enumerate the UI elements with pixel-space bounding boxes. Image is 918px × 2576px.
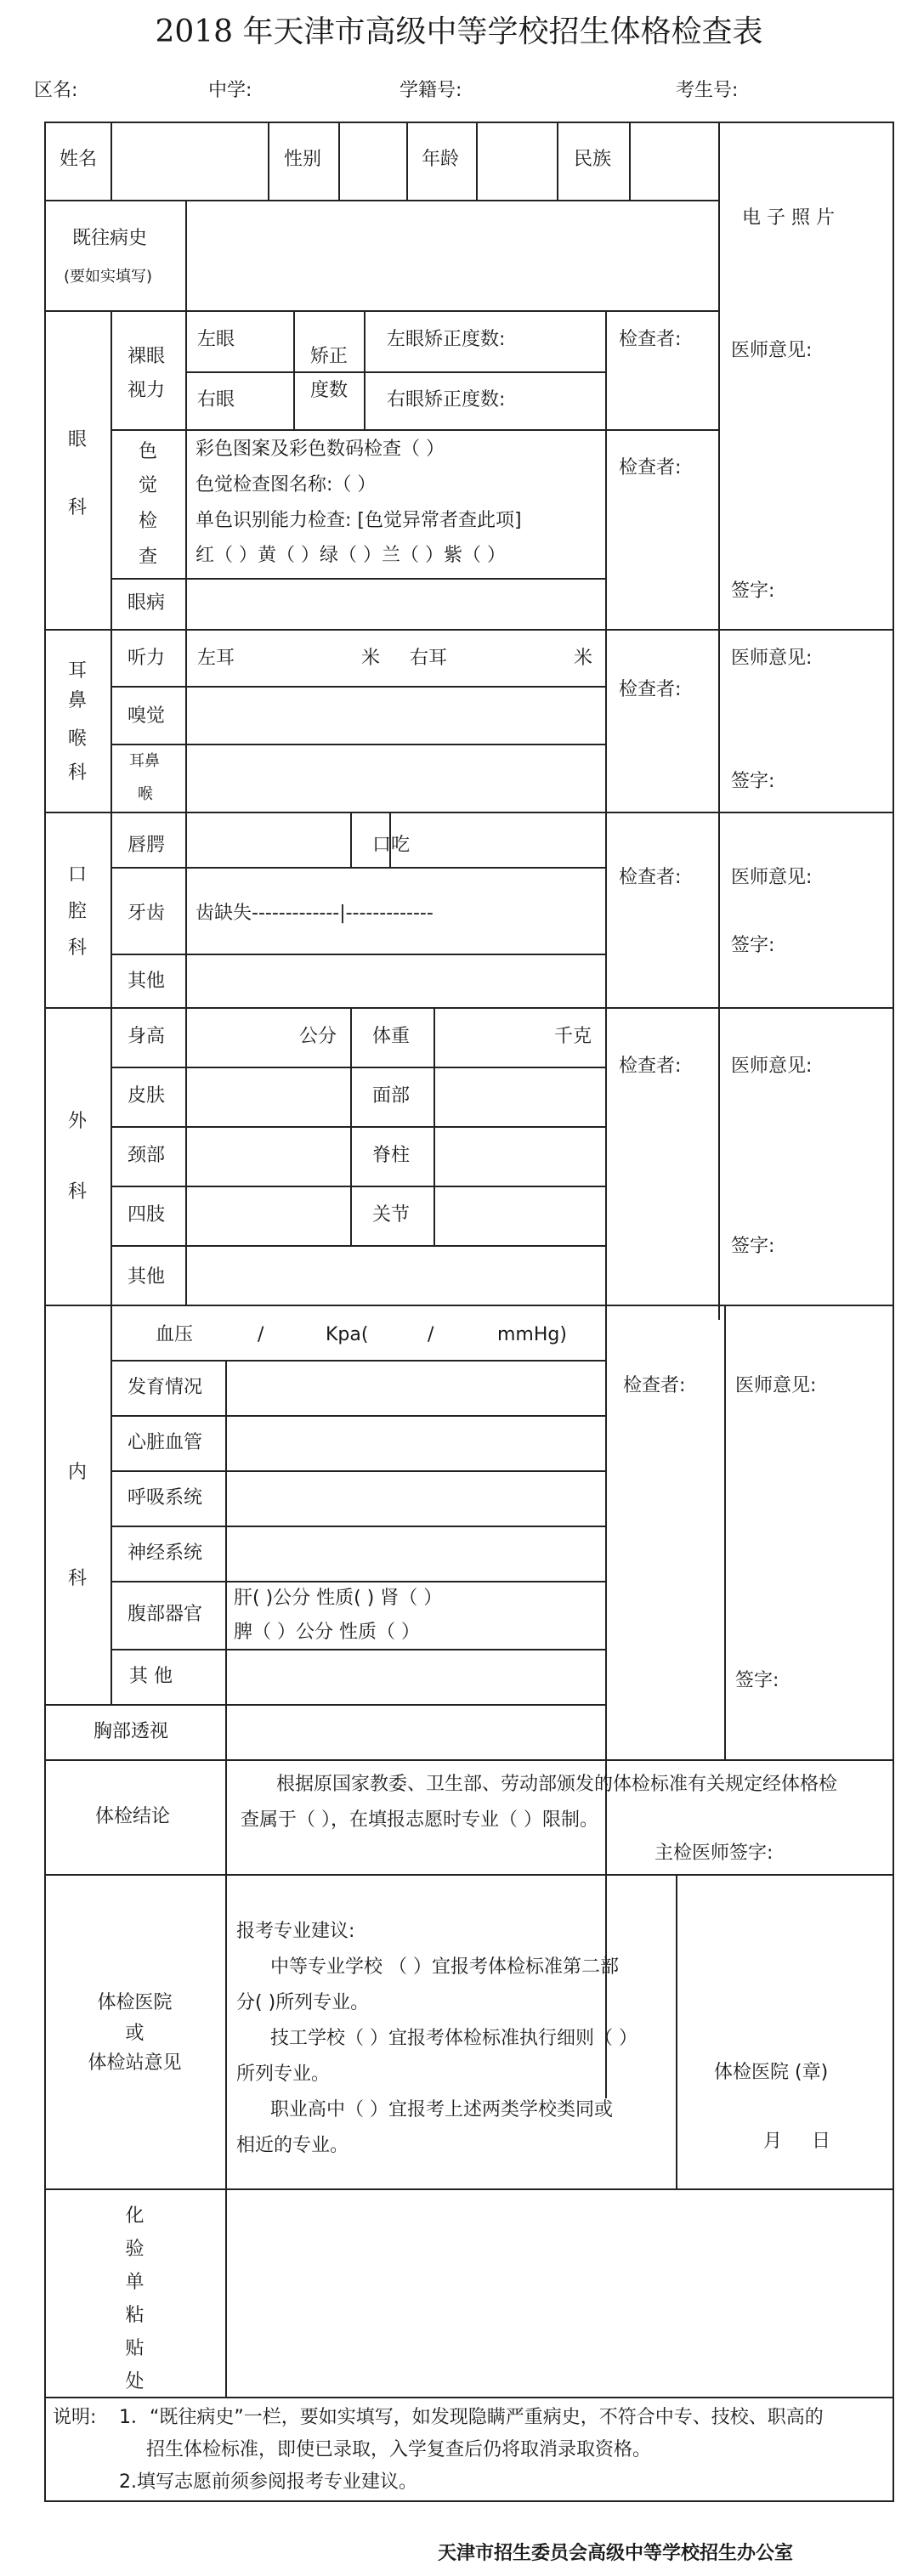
advice-line-6: 职业高中（ ）宜报考上述两类学校类同或 [270,2099,613,2120]
advice-line-1: 报考专业建议: [236,1921,355,1942]
oral-other-label: 其他 [128,971,166,992]
eye-disease-label: 眼病 [128,592,166,614]
conclusion-line-2: 查属于（ ），在填报志愿时专业（ ）限制。 [241,1809,598,1831]
lips-label: 唇腭 [128,835,166,856]
color-vision-2: 觉 [139,475,158,496]
oral-doctor-opinion: 医师意见: [731,867,813,888]
weight-label: 体重 [372,1026,411,1047]
exam-no-label: 考生号: [676,80,739,101]
lab-label-5: 贴 [125,2338,144,2359]
heart-label: 心脏血管 [128,1432,203,1453]
naked-vision-2: 视力 [128,380,166,401]
skin-label: 皮肤 [128,1085,166,1107]
student-no-label: 学籍号: [400,80,462,101]
left-corrected-label: 左眼矫正度数: [387,329,506,350]
bp-slash-1: / [258,1324,264,1345]
eye-section-1: 眼 [68,429,88,450]
bp-mmhg: mmHg) [497,1324,567,1345]
abdomen-line-2: 脾（ ）公分 性质（ ） [234,1622,420,1643]
color-vision-3: 检 [139,511,158,532]
bp-label: 血压 [156,1324,194,1345]
limbs-label: 四肢 [128,1204,166,1226]
meter-unit-1: 米 [361,648,381,669]
conclusion-line-1: 根据原国家教委、卫生部、劳动部颁发的体检标准有关规定经体格检 [276,1774,838,1795]
footer-organization: 天津市招生委员会高级中等学校招生办公室 [438,2543,794,2564]
meter-unit-2: 米 [574,648,593,669]
hospital-stamp: 体检医院 (章) [714,2062,829,2083]
color-line-2: 色觉检查图名称:（ ） [196,474,377,495]
chief-doctor-signature: 主检医师签字: [654,1843,774,1864]
internal-other-label: 其 他 [129,1666,173,1687]
ent-examiner: 检查者: [619,679,682,700]
lab-label-3: 单 [125,2272,144,2293]
eye-signature: 签字: [731,580,775,602]
oral-section-2: 腔 [68,901,88,922]
bp-slash-2: / [428,1324,434,1345]
internal-section-1: 内 [68,1462,88,1483]
corrected-1: 矫正 [310,346,348,367]
history-note: (要如实填写) [64,268,153,286]
abdomen-label: 腹部器官 [128,1604,203,1625]
stutter-label: 口吃 [372,835,411,856]
internal-doctor-opinion: 医师意见: [735,1375,817,1396]
eye-examiner-2: 检查者: [619,457,682,478]
neck-label: 颈部 [128,1145,166,1166]
surgery-section-2: 科 [68,1181,88,1203]
ent-doctor-opinion: 医师意见: [731,648,813,669]
surgery-doctor-opinion: 医师意见: [731,1056,813,1077]
note-line-3: 2.填写志愿前须参阅报考专业建议。 [119,2471,417,2493]
conclusion-label: 体检结论 [95,1806,171,1827]
left-eye-label: 左眼 [197,329,235,350]
eye-doctor-opinion: 医师意见: [731,340,813,361]
chest-xray-label: 胸部透视 [94,1721,169,1742]
corrected-2: 度数 [310,380,348,401]
oral-examiner: 检查者: [619,867,682,888]
eye-section-2: 科 [68,497,88,518]
surgery-signature: 签字: [731,1236,775,1257]
internal-examiner: 检查者: [623,1375,686,1396]
surgery-section-1: 外 [68,1111,88,1132]
bp-kpa: Kpa( [326,1324,369,1345]
left-ear-label: 左耳 [197,648,235,669]
school-label: 中学: [208,80,252,101]
ethnicity-label: 民族 [574,149,612,170]
ent-section-2: 鼻 [68,690,88,711]
eye-examiner-1: 检查者: [619,329,682,350]
nervous-label: 神经系统 [128,1543,203,1564]
surgery-other-label: 其他 [128,1266,166,1288]
height-unit: 公分 [299,1026,337,1047]
naked-vision-1: 裸眼 [128,346,166,367]
development-label: 发育情况 [128,1377,203,1398]
ent-section-4: 科 [68,762,88,784]
hearing-label: 听力 [128,648,166,669]
name-label: 姓名 [60,149,98,170]
ent-section-3: 喉 [68,728,88,750]
teeth-label: 牙齿 [128,903,166,924]
history-label: 既往病史 [72,228,148,249]
color-line-4: 红（ ）黄（ ）绿（ ）兰（ ）紫（ ） [196,545,506,566]
hospital-label-3: 体检站意见 [88,2052,182,2074]
lab-label-2: 验 [125,2239,144,2260]
right-corrected-label: 右眼矫正度数: [387,389,506,410]
advice-line-7: 相近的专业。 [236,2135,349,2156]
advice-line-3: 分( )所列专业。 [236,1992,370,2013]
page-title: 2018 年天津市高级中等学校招生体格检查表 [155,14,763,49]
district-label: 区名: [34,80,78,101]
advice-line-4: 技工学校（ ）宜报考体检标准执行细则（ ） [270,2028,638,2049]
face-label: 面部 [372,1085,411,1107]
right-eye-label: 右眼 [197,389,235,410]
joints-label: 关节 [372,1204,411,1226]
ent-section-1: 耳 [68,660,88,682]
advice-line-5: 所列专业。 [236,2064,331,2085]
day-label: 日 [812,2131,831,2152]
advice-line-2: 中等专业学校 （ ）宜报考体检标准第二部 [270,1956,619,1978]
oral-signature: 签字: [731,935,775,956]
spine-label: 脊柱 [372,1145,411,1166]
weight-unit: 千克 [554,1026,592,1047]
throat-label-1: 耳鼻 [129,752,160,770]
lab-label-6: 处 [125,2371,144,2392]
abdomen-line-1: 肝( )公分 性质( ) 肾（ ） [234,1588,443,1609]
lab-label-1: 化 [125,2205,144,2227]
color-line-3: 单色识别能力检查: [色觉异常者查此项] [196,510,522,531]
oral-section-3: 科 [68,937,88,959]
respiratory-label: 呼吸系统 [128,1487,203,1509]
color-vision-4: 查 [139,546,158,568]
note-line-1: 1．“既往病史”一栏，要如实填写，如发现隐瞒严重病史，不符合中专、技校、职高的 [119,2407,824,2428]
note-line-2: 招生体检标准，即使已录取，入学复查后仍将取消录取资格。 [146,2439,652,2460]
notes-label: 说明: [53,2407,97,2428]
missing-teeth: 齿缺失-------------|------------- [196,903,434,924]
oral-section-1: 口 [68,864,88,886]
internal-section-2: 科 [68,1568,88,1589]
ent-signature: 签字: [731,771,775,792]
photo-label: 电 子 照 片 [742,207,835,229]
surgery-examiner: 检查者: [619,1056,682,1077]
lab-label-4: 粘 [125,2305,144,2326]
gender-label: 性别 [284,149,322,170]
throat-label-2: 喉 [138,785,153,803]
smell-label: 嗅觉 [128,705,166,727]
color-vision-1: 色 [139,441,158,462]
hospital-label-1: 体检医院 [97,1992,173,2013]
color-line-1: 彩色图案及彩色数码检查（ ） [196,439,445,460]
right-ear-label: 右耳 [410,648,448,669]
internal-signature: 签字: [735,1670,779,1691]
month-label: 月 [763,2131,783,2152]
height-label: 身高 [128,1026,166,1047]
age-label: 年龄 [422,149,460,170]
hospital-label-2: 或 [125,2023,144,2044]
